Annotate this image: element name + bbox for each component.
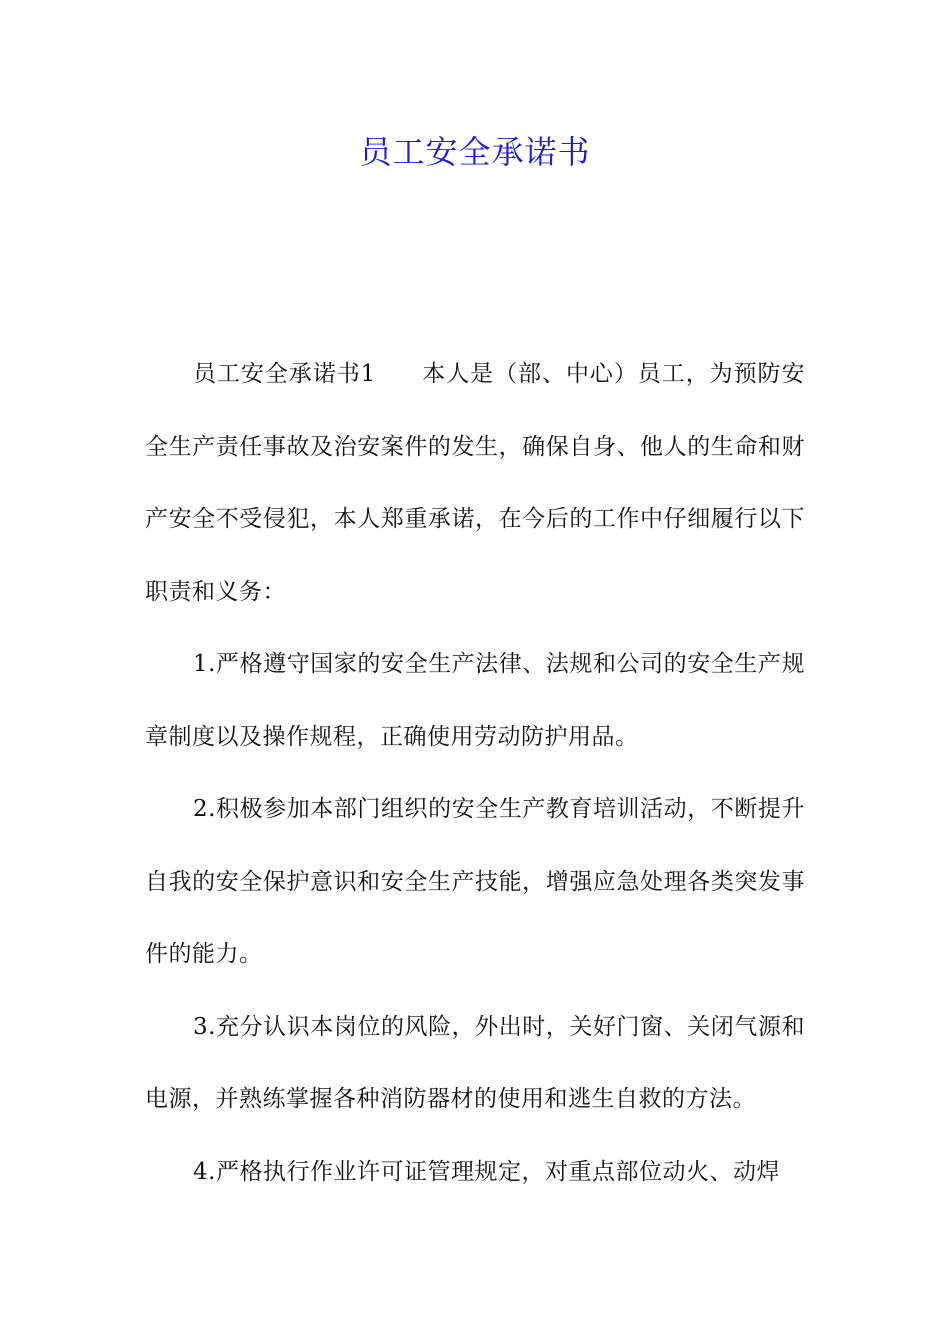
intro-text: 本人是（部、中心）员工，为预防安全生产责任事故及治安案件的发生，确保自身、他人的生命和财产安全不受侵犯，本人郑重承诺，在今后的工作中仔细履行以下职责和义务： bbox=[145, 361, 806, 605]
paragraph-intro bbox=[145, 338, 805, 628]
intro-heading: 员工安全承诺书1 bbox=[193, 361, 376, 387]
paragraph-item-2: 2.积极参加本部门组织的安全生产教育培训活动，不断提升自我的安全保护意识和安全生产技能，增强应急处理各类突发事件的能力。 bbox=[145, 796, 805, 967]
paragraph-item-1: 1.严格遵守国家的安全生产法律、法规和公司的安全生产规章制度以及操作规程，正确使用劳动防护用品。 bbox=[145, 651, 805, 750]
paragraph-item-4: 4.严格执行作业许可证管理规定，对重点部位动火、动焊 bbox=[193, 1158, 780, 1185]
document-title: 员工安全承诺书 bbox=[359, 133, 591, 171]
paragraph-item-3: 3.充分认识本岗位的风险，外出时，关好门窗、关闭气源和电源，并熟练掌握各种消防器材的使用和逃生自救的方法。 bbox=[145, 1013, 805, 1112]
document-body bbox=[145, 338, 805, 1208]
